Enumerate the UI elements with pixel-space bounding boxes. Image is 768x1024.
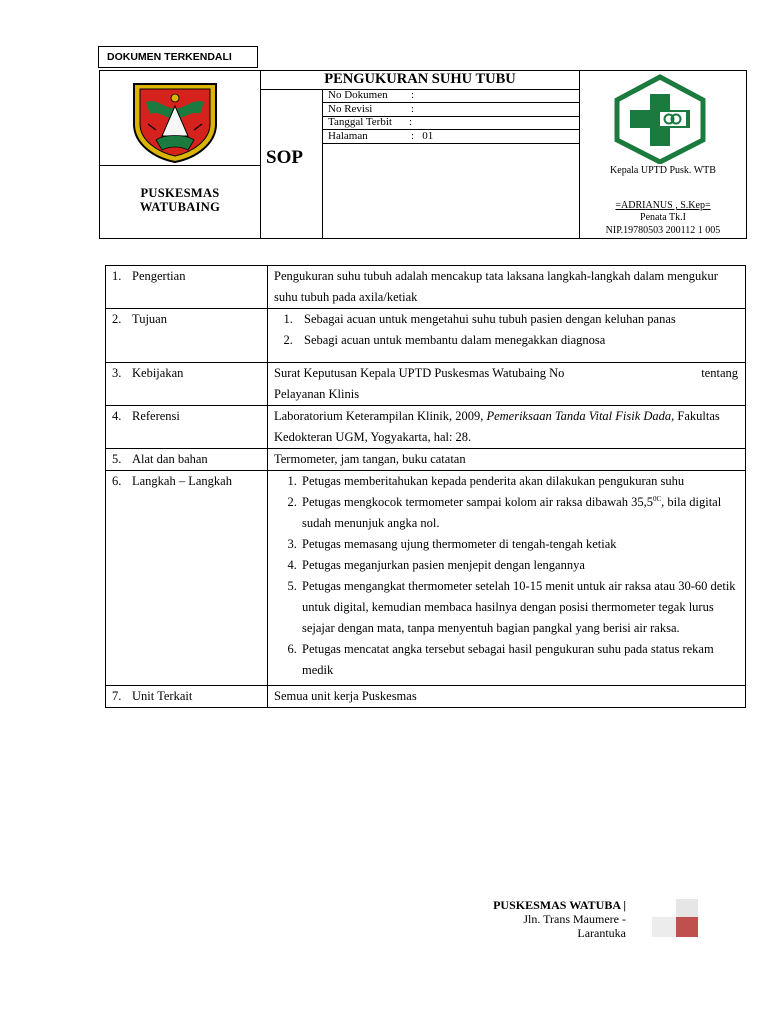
row-label — [106, 406, 268, 449]
row-label-text: Tujuan — [132, 312, 167, 326]
list-item: 1. Sebagai acuan untuk mengetahui suhu tubuh pasien dengan keluhan panas — [296, 309, 742, 330]
row-label — [106, 449, 268, 471]
meta-label-tanggal-terbit: Tanggal Terbit — [328, 116, 392, 128]
table-row — [106, 363, 746, 406]
footer-address-line-1: Jln. Trans Maumere - — [523, 912, 626, 926]
step-item: 6. Petugas mencatat angka tersebut sebagai hasil pengukuran suhu pada status rekam medik — [300, 639, 742, 681]
step-item: 1. Petugas memberitahukan kepada penderita akan dilakukan pengukuran suhu — [300, 471, 742, 492]
row-label — [106, 363, 268, 406]
head-title: Kepala UPTD Pusk. WTB — [610, 165, 716, 176]
row-number: 5. — [112, 452, 122, 466]
meta-label-no-revisi: No Revisi — [328, 103, 373, 115]
step-item: 4. Petugas meganjurkan pasien menjepit dengan lengannya — [300, 555, 742, 576]
row-label — [106, 471, 268, 686]
row-label — [106, 686, 268, 708]
row-content-alat: Termometer, jam tangan, buku catatan — [268, 449, 746, 471]
row-label — [106, 309, 268, 363]
table-row — [106, 309, 746, 363]
row-content-tujuan — [268, 309, 746, 363]
row-number: 6. — [112, 474, 122, 488]
meta-label-halaman: Halaman — [328, 130, 368, 142]
table-row — [106, 449, 746, 471]
row-label-text: Kebijakan — [132, 366, 184, 380]
list-item: 2. Sebagi acuan untuk membantu dalam menegakkan diagnosa — [296, 330, 742, 351]
puskesmas-cross-logo — [610, 74, 710, 164]
row-content-langkah — [268, 471, 746, 686]
row-label-text: Unit Terkait — [132, 689, 193, 703]
row-content-pengertian: Pengukuran suhu tubuh adalah mencakup tata laksana langkah-langkah dalam mengukur suhu tubuh pada axila/ketiak — [268, 266, 746, 309]
footer-address-line-2: Larantuka — [577, 926, 626, 940]
step-item: 3. Petugas memasang ujung thermometer di tengah-tengah ketiak — [300, 534, 742, 555]
meta-label-no-dokumen: No Dokumen — [328, 89, 388, 101]
table-row — [106, 406, 746, 449]
head-rank: Penata Tk.I — [640, 212, 686, 223]
head-nip: NIP.19780503 200112 1 005 — [605, 225, 721, 236]
table-row — [106, 266, 746, 309]
meta-value-halaman: : 01 — [411, 130, 434, 142]
meta-value-no-revisi: : — [411, 103, 415, 115]
row-number: 1. — [112, 269, 122, 283]
step-item — [300, 492, 742, 534]
row-content-kebijakan — [268, 363, 746, 406]
footer-org-name: PUSKESMAS WATUBA | — [493, 898, 626, 912]
sop-table — [105, 265, 746, 708]
row-number: 3. — [112, 366, 122, 380]
step-2-text-b: , bila digital sudah menunjuk angka nol. — [302, 495, 722, 530]
organization-name — [100, 186, 260, 214]
regency-crest-logo — [128, 80, 222, 164]
row-label-text: Referensi — [132, 409, 180, 423]
row-number: 2. — [112, 312, 122, 326]
table-row — [106, 686, 746, 708]
step-2-text-a: Petugas mengkocok termometer sampai kolom air raksa dibawah 35,5 — [302, 495, 653, 509]
kebijakan-text-b: tentang — [701, 366, 738, 380]
row-number: 4. — [112, 409, 122, 423]
table-row — [106, 471, 746, 686]
head-name: =ADRIANUS , S.Kep= — [615, 200, 711, 211]
kebijakan-text-a: Surat Keputusan Kepala UPTD Puskesmas Watubaing No — [274, 366, 565, 380]
row-label-text: Langkah – Langkah — [132, 474, 232, 488]
row-label-text: Pengertian — [132, 269, 186, 283]
document-title: PENGUKURAN SUHU TUBU — [324, 71, 516, 87]
sop-label: SOP — [266, 147, 303, 168]
degree-celsius-mark: 0C — [652, 494, 662, 503]
row-content-unit: Semua unit kerja Puskesmas — [268, 686, 746, 708]
referensi-text-a: Laboratorium Keterampilan Klinik, 2009, — [274, 409, 487, 423]
row-content-referensi — [268, 406, 746, 449]
document-control-label: DOKUMEN TERKENDALI — [98, 46, 258, 68]
meta-value-tanggal-terbit: : — [409, 116, 413, 128]
row-number: 7. — [112, 689, 122, 703]
kebijakan-text-c: Pelayanan Klinis — [274, 387, 360, 401]
organization-line-1: PUSKESMAS — [140, 186, 220, 200]
row-label-text: Alat dan bahan — [132, 452, 208, 466]
row-label — [106, 266, 268, 309]
organization-line-2: WATUBAING — [139, 200, 221, 214]
step-item: 5. Petugas mengangkat thermometer setelah 10-15 menit untuk air raksa atau 30-60 detik untuk digital, kemudian membaca hasilnya dengan posisi thermometer tegak lurus sejajar dengan mata, tanpa menyentuh bagian pangkal yang berisi air raksa. — [300, 576, 742, 639]
referensi-text-b: Fakultas Kedokteran UGM, Yogyakarta, hal: 28. — [274, 409, 723, 444]
referensi-title: Pemeriksaan Tanda Vital Fisik Dada, — [486, 409, 675, 423]
meta-value-no-dokumen: : — [411, 89, 415, 101]
